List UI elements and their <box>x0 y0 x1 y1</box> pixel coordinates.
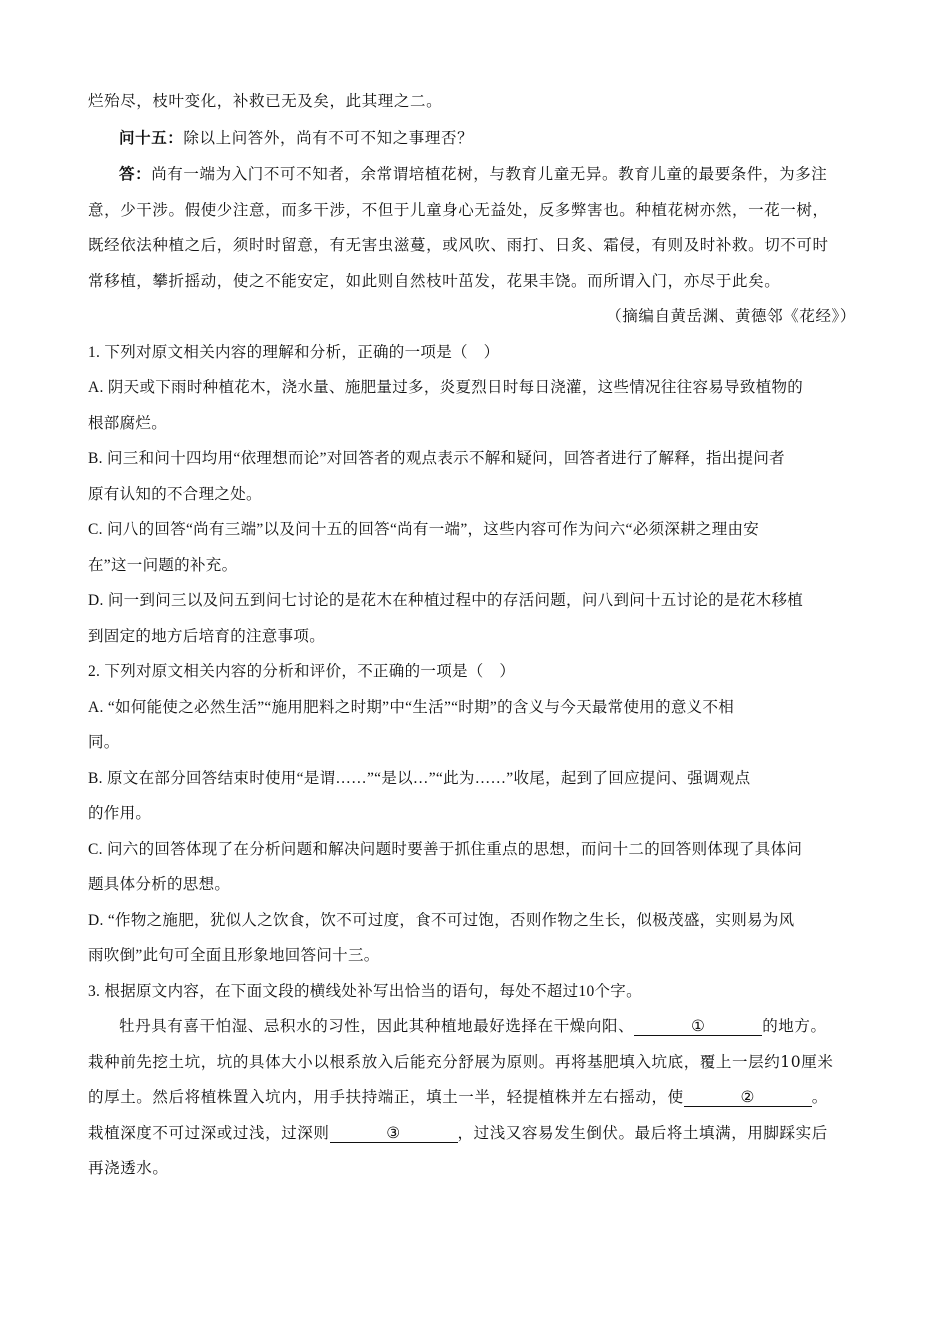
option-line: A. “如何能使之必然生活”“施用肥料之时期”中“生活”“时期”的含义与今天最常使用的意义不相 <box>88 698 735 716</box>
passage-line: 栽种前先挖土坑，坑的具体大小以根系放入后能充分舒展为原则。再将基肥填入坑底，覆上一层约10厘米 <box>88 1052 834 1071</box>
answer-label: 答： <box>119 164 152 183</box>
option-line: C. 问六的回答体现了在分析问题和解决问题时要善于抓住重点的思想，而问十二的回答则体现了具体问 <box>88 840 803 858</box>
blank-2[interactable]: ② <box>684 1088 812 1107</box>
passage-text: ，过浅又容易发生倒伏。最后将土填满，用脚踩实后 <box>457 1123 828 1142</box>
passage-text: 栽植深度不可过深或过浅，过深则 <box>88 1123 330 1142</box>
question-3-stem: 3. 根据原文内容，在下面文段的横线处补写出恰当的语句，每处不超过10个字。 <box>88 982 642 1000</box>
passage-line: 再浇透水。 <box>88 1159 169 1177</box>
question-text: 除以上问答外，尚有不可不知之事理否？ <box>183 128 474 147</box>
option-line: 的作用。 <box>88 805 152 822</box>
answer-line <box>88 156 864 193</box>
document-page <box>88 84 864 1187</box>
question-1-stem: 1. 下列对原文相关内容的理解和分析，正确的一项是（ ） <box>88 343 500 361</box>
passage-line <box>88 1080 864 1116</box>
passage-line <box>88 1116 864 1152</box>
passage-text: 的厚土。然后将植株置入坑内，用手扶持端正，填土一半，轻提植株并左右摇动，使 <box>88 1088 684 1106</box>
source-citation: （摘编自黄岳渊、黄德邻《花经》） <box>606 307 856 325</box>
option-line: 题具体分析的思想。 <box>88 876 231 893</box>
answer-text: 尚有一端为入门不可不知者，余常谓培植花树，与教育儿童无异。教育儿童的最要条件，为多注 <box>151 165 828 183</box>
option-line: D. 问一到问三以及问五到问七讨论的是花木在种植过程中的存活问题，问八到问十五讨论的是花木移植 <box>88 592 804 609</box>
option-line: D. “作物之施肥，犹似人之饮食，饮不可过度，食不可过饱，否则作物之生长，似极茂盛，实则易为风 <box>88 911 795 929</box>
blank-3[interactable]: ③ <box>330 1124 458 1143</box>
passage-text: 牡丹具有喜干怕湿、忌积水的习性，因此其种植地最好选择在干燥向阳、 <box>119 1017 635 1035</box>
option-line: C. 问八的回答“尚有三端”以及问十五的回答“尚有一端”，这些内容可作为问六“必须深耕之理由安 <box>88 521 760 538</box>
passage-text: 。 <box>811 1088 828 1106</box>
passage-line <box>88 1009 864 1045</box>
option-line: 雨吹倒”此句可全面且形象地回答问十三。 <box>88 947 380 964</box>
option-line: B. 原文在部分回答结束时使用“是谓……”“是以…”“此为……”收尾，起到了回应提问、强调观点 <box>88 769 751 787</box>
passage-text: 的地方。 <box>762 1017 827 1035</box>
text-line: 烂殆尽，枝叶变化，补救已无及矣，此其理之二。 <box>88 92 443 110</box>
blank-1[interactable]: ① <box>634 1017 762 1036</box>
question-label: 问十五： <box>119 127 184 147</box>
option-line: 原有认知的不合理之处。 <box>88 485 262 503</box>
option-line: 到固定的地方后培育的注意事项。 <box>88 627 326 645</box>
question-2-stem: 2. 下列对原文相关内容的分析和评价，不正确的一项是（ ） <box>88 663 516 680</box>
option-line: B. 问三和问十四均用“依理想而论”对回答者的观点表示不解和疑问，回答者进行了解释，指出提问者 <box>88 450 785 467</box>
answer-line: 既经依法种植之后，须时时留意，有无害虫滋蔓，或风吹、雨打、日炙、霜侵，有则及时补救。切不可时 <box>88 236 829 254</box>
answer-line: 常移植，攀折摇动，使之不能安定，如此则自然枝叶茁发，花果丰饶。而所谓入门，亦尽于此矣。 <box>88 271 781 290</box>
option-line: 在”这一问题的补充。 <box>88 556 238 574</box>
option-line: 根部腐烂。 <box>88 414 168 432</box>
question-15 <box>88 120 864 157</box>
answer-line: 意，少干涉。假使少注意，而多干涉，不但于儿童身心无益处，反多弊害也。种植花树亦然，一花一树， <box>88 200 829 219</box>
option-line: A. 阴天或下雨时种植花木，浇水量、施肥量过多，炎夏烈日时每日浇灌，这些情况往往容易导致植物的 <box>88 379 804 396</box>
option-line: 同。 <box>88 734 120 751</box>
